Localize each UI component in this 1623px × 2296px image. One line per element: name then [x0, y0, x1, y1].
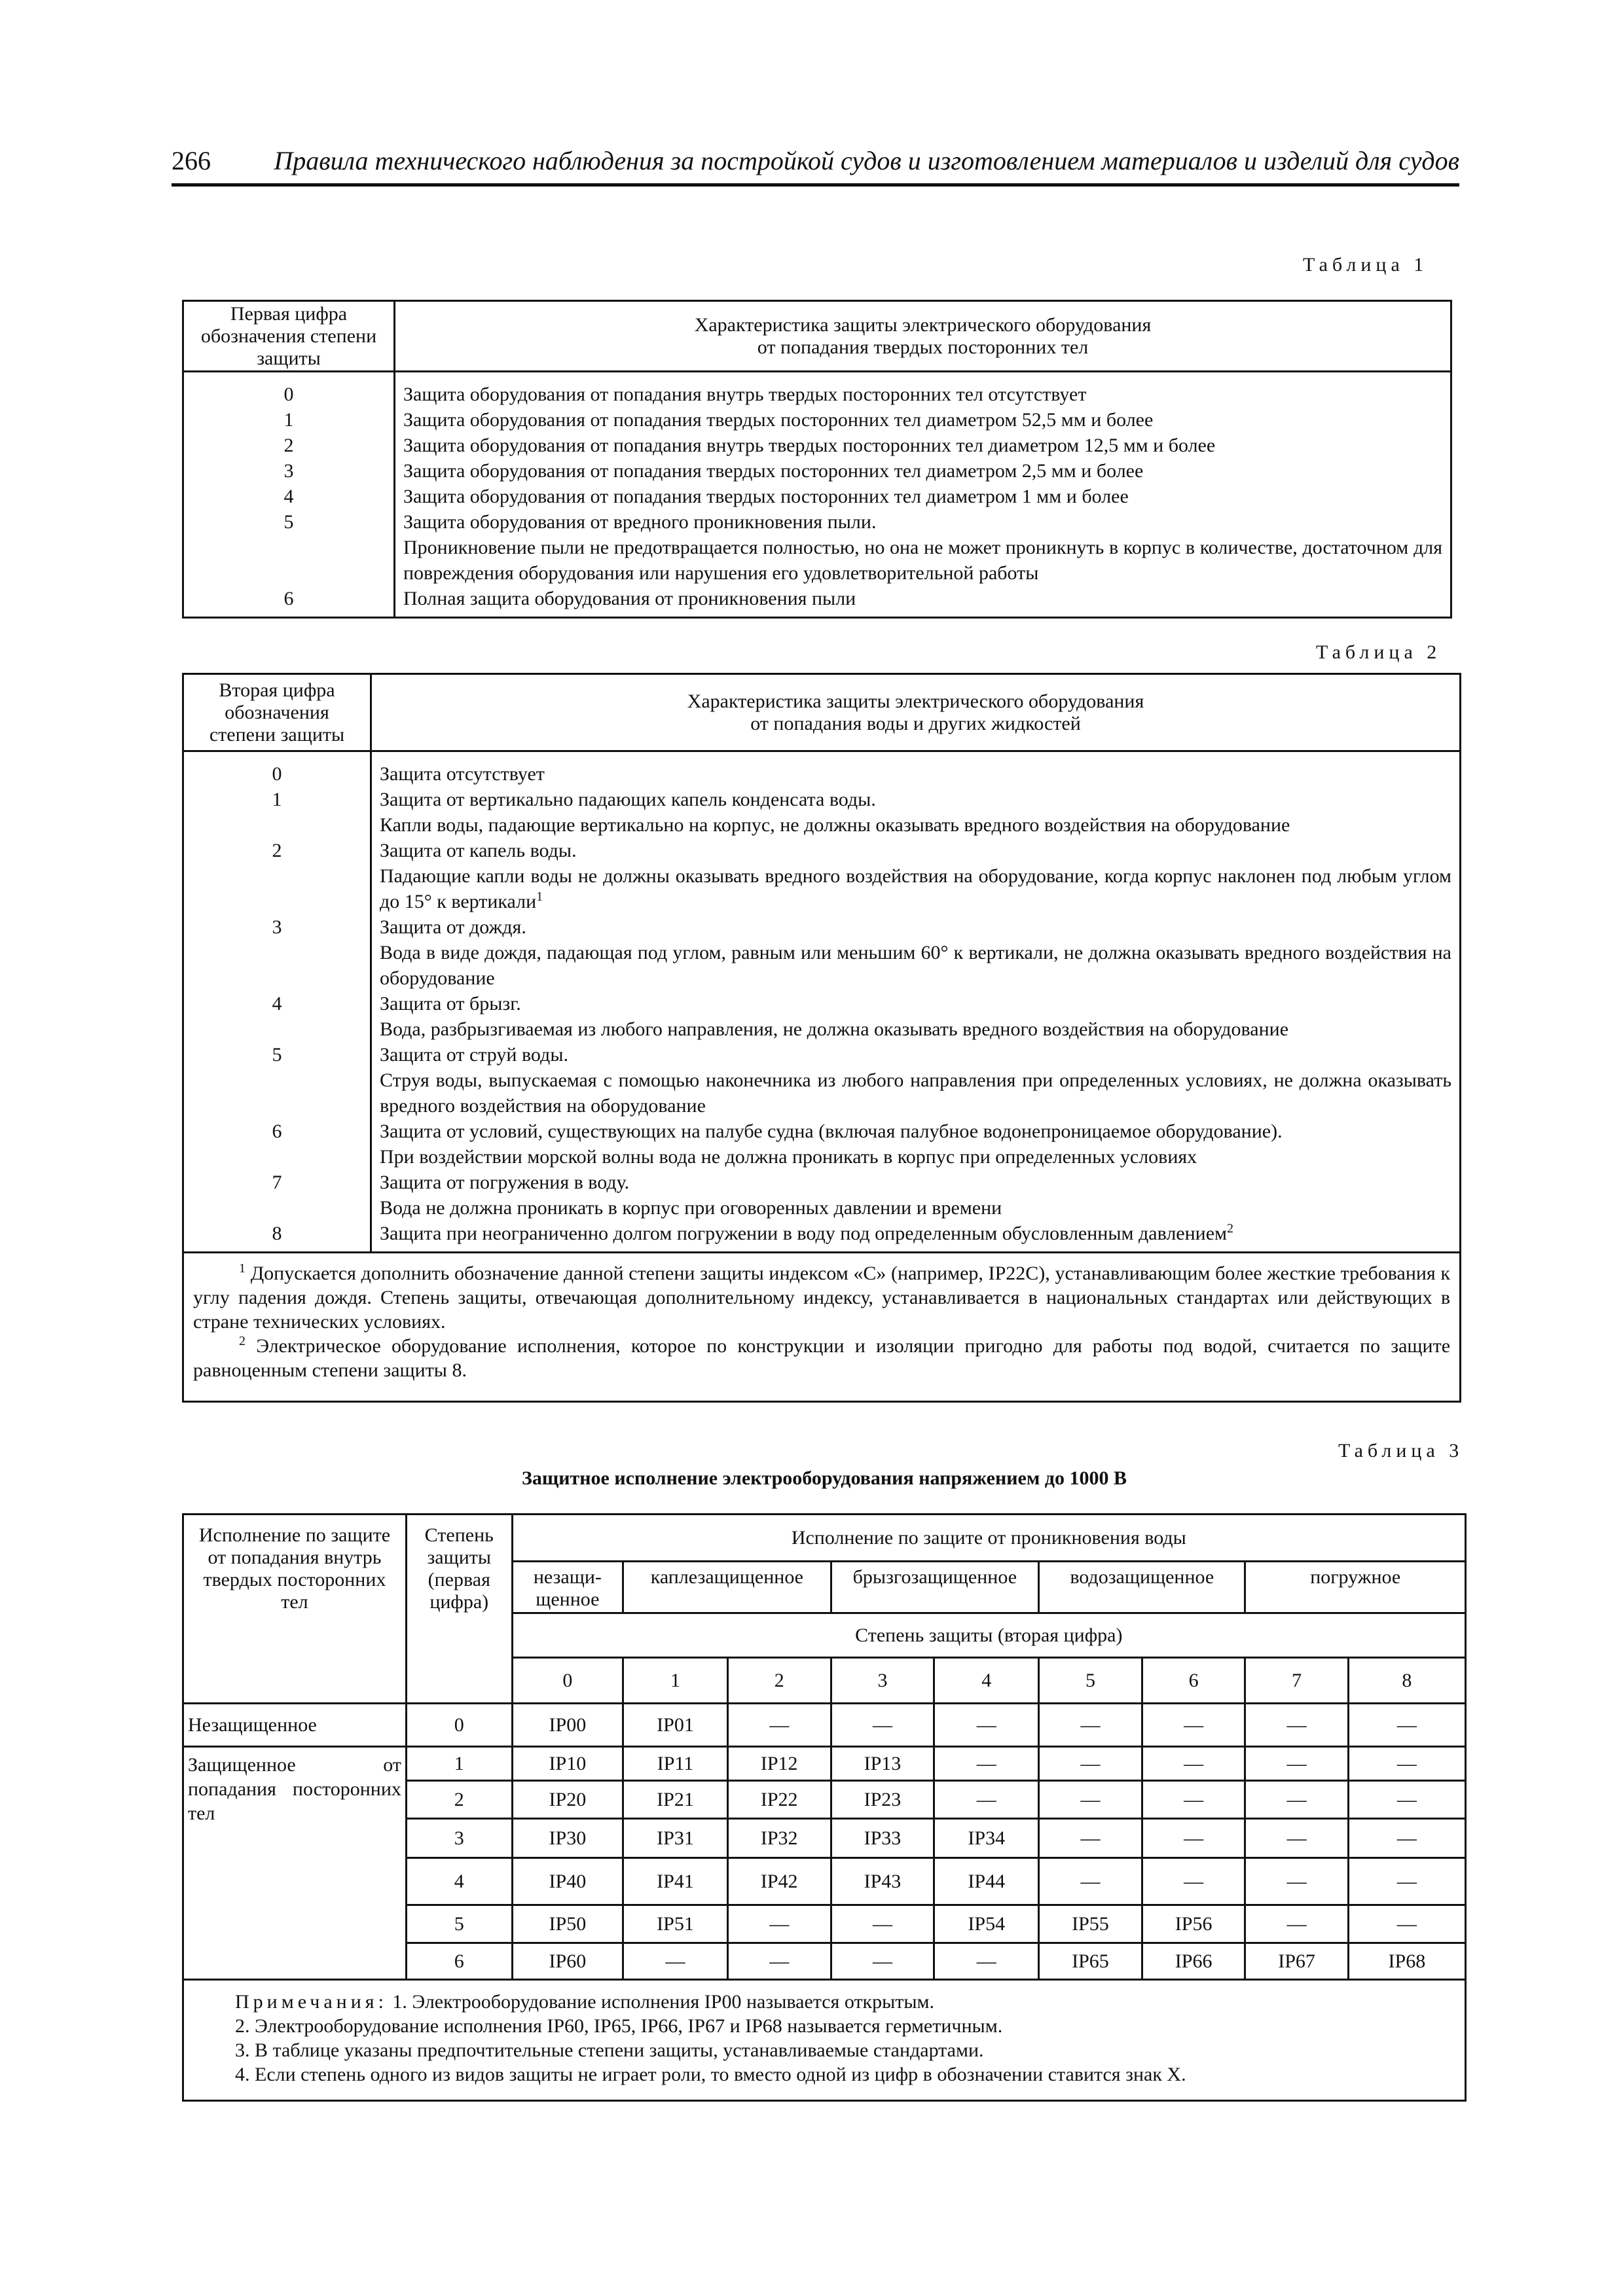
table3-cell: IP54 — [934, 1905, 1039, 1943]
table3-cell: — — [1039, 1781, 1142, 1819]
note-4: 4. Если степень одного из видов защиты не играет роли, то вместо одной из цифр в обозначении ставится знак Х. — [235, 2064, 1186, 2085]
table2-line-text: Падающие капли воды не должны оказывать вредного воздействия на оборудование, когда корпус наклонен под любым углом до 15° к вертикали — [380, 865, 1451, 912]
note-2: 2. Электрооборудование исполнения IP60, IP65, IP66, IP67 и IP68 называется герметичным. — [235, 2015, 1003, 2037]
notes-label: Примечания: — [235, 1991, 388, 2013]
table2-line: Вода, разбрызгиваемая из любого направления, не должна оказывать вредного воздействия на оборудование — [380, 1018, 1289, 1040]
running-title: Правила технического наблюдения за постройкой судов и изготовлением материалов и изделий для судов — [274, 146, 1459, 175]
table3-first-digit: 1 — [406, 1747, 512, 1781]
table3-first-digit: 5 — [406, 1905, 512, 1943]
note-1 — [235, 1990, 1453, 2014]
table3-group-drip: каплезащищенное — [623, 1562, 831, 1613]
table3-digit: 7 — [1245, 1658, 1348, 1704]
table3-digit: 4 — [934, 1658, 1039, 1704]
table3-cell: — — [831, 1905, 934, 1943]
table1-head-col2-line1: Характеристика защиты электрического оборудования — [694, 314, 1152, 336]
table3-cell: IP12 — [727, 1747, 831, 1781]
footnote-2 — [193, 1334, 1450, 1382]
table3-cell: — — [1348, 1781, 1465, 1819]
table1-code: 6 — [283, 588, 294, 609]
table3-cell: IP23 — [831, 1781, 934, 1819]
table3-row-group: Защищенное от попадания посторонних тел — [183, 1747, 407, 1980]
table1-code: 2 — [283, 435, 294, 456]
table1-line: Проникновение пыли не предотвращается полностью, но она не может проникнуть в корпус в количестве, достаточном для повреждения оборудования или нарушения его удовлетворительной работы — [403, 537, 1442, 584]
table3-cell: IP55 — [1039, 1905, 1142, 1943]
table1-codes — [183, 372, 395, 618]
table3-cell: — — [1039, 1747, 1142, 1781]
table2-line: Защита от погружения в воду. — [380, 1172, 630, 1193]
table3-cell: — — [1245, 1905, 1348, 1943]
table3-first-digit: 4 — [406, 1858, 512, 1905]
table2-codes — [183, 751, 371, 1253]
table3-cell: IP66 — [1142, 1943, 1245, 1980]
footnote-1 — [193, 1261, 1450, 1334]
table3-cell: IP10 — [512, 1747, 623, 1781]
table2-line: Капли воды, падающие вертикально на корпус, не должны оказывать вредного воздействия на оборудование — [380, 814, 1290, 836]
table3-cell: — — [1348, 1819, 1465, 1858]
table3-cell: — — [934, 1781, 1039, 1819]
table3 — [182, 1513, 1467, 2102]
table1-head-col1: Первая цифра обозначения степени защиты — [183, 301, 395, 372]
page-header — [172, 143, 1459, 187]
table3-cell: — — [934, 1747, 1039, 1781]
table1-descriptions — [395, 372, 1451, 618]
table3-cell: — — [623, 1943, 728, 1980]
table2-code: 6 — [272, 1121, 282, 1142]
table3-digit: 3 — [831, 1658, 934, 1704]
table3-cell: IP33 — [831, 1819, 934, 1858]
table3-cell: — — [1142, 1747, 1245, 1781]
table3-cell: IP11 — [623, 1747, 728, 1781]
table3-cell: — — [1348, 1704, 1465, 1747]
table3-cell: — — [1142, 1858, 1245, 1905]
table3-group-immersion: погружное — [1245, 1562, 1466, 1613]
table1 — [182, 300, 1452, 619]
table2-caption: Таблица 2 — [1316, 641, 1442, 663]
table2-code: 5 — [272, 1044, 282, 1066]
table2-code: 3 — [272, 916, 282, 938]
table3-digit: 0 — [512, 1658, 623, 1704]
table3-cell: — — [1039, 1704, 1142, 1747]
table3-cell: IP22 — [727, 1781, 831, 1819]
table3-digit: 6 — [1142, 1658, 1245, 1704]
table3-cell: IP44 — [934, 1858, 1039, 1905]
table3-cell: IP68 — [1348, 1943, 1465, 1980]
table1-line: Защита оборудования от попадания внутрь твердых посторонних тел диаметром 12,5 мм и более — [403, 435, 1216, 456]
table3-head-col1: Исполнение по защите от попадания внутрь твердых посторонних тел — [183, 1515, 407, 1704]
table1-code: 1 — [283, 409, 294, 431]
table3-cell: — — [1245, 1819, 1348, 1858]
table3-cell: IP42 — [727, 1858, 831, 1905]
table3-cell: IP43 — [831, 1858, 934, 1905]
table3-head-col2: Степень защиты (первая цифра) — [406, 1515, 512, 1704]
table2-line: Вода не должна проникать в корпус при оговоренных давлении и времени — [380, 1197, 1002, 1219]
table3-digit: 8 — [1348, 1658, 1465, 1704]
table3-cell: — — [1142, 1704, 1245, 1747]
table3-cell: — — [1245, 1747, 1348, 1781]
table3-subtitle: Защитное исполнение электрооборудования напряжением до 1000 В — [522, 1467, 1127, 1489]
footnote-1-mark: 1 — [239, 1261, 246, 1276]
table3-cell: IP31 — [623, 1819, 728, 1858]
table2-code: 8 — [272, 1223, 282, 1244]
table3-digit: 2 — [727, 1658, 831, 1704]
table3-first-digit: 3 — [406, 1819, 512, 1858]
table3-cell: — — [1142, 1781, 1245, 1819]
table3-cell: IP51 — [623, 1905, 728, 1943]
table1-code: 0 — [283, 384, 294, 405]
table3-cell: — — [831, 1704, 934, 1747]
table3-cell: IP60 — [512, 1943, 623, 1980]
table3-cell: — — [1039, 1858, 1142, 1905]
table3-head-water: Исполнение по защите от проникновения воды — [512, 1515, 1465, 1562]
table1-line: Защита оборудования от попадания внутрь твердых посторонних тел отсутствует — [403, 384, 1087, 405]
table2-line: При воздействии морской волны вода не должна проникать в корпус при определенных условиях — [380, 1146, 1197, 1168]
note-3: 3. В таблице указаны предпочтительные степени защиты, устанавливаемые стандартами. — [235, 2039, 984, 2061]
table3-cell: IP67 — [1245, 1943, 1348, 1980]
table1-line: Полная защита оборудования от проникновения пыли — [403, 588, 856, 609]
table2-line — [380, 863, 1451, 914]
table2-head-col2-line1: Характеристика защиты электрического оборудования — [687, 690, 1144, 712]
footnote-1-text: Допускается дополнить обозначение данной степени защиты индексом «С» (например, IP22C), устанавливающим более жесткие требования к углу падения дождя. Степень защиты, отвечающая дополнительному индексу, устанавливается в национальных стандартах или действующих в стране технических условиях. — [193, 1263, 1450, 1333]
table2-head-col1: Вторая цифра обозначения степени защиты — [183, 674, 371, 751]
table3-cell: — — [727, 1943, 831, 1980]
table3-cell: — — [831, 1943, 934, 1980]
table2-code: 2 — [272, 840, 282, 861]
table2-line: Струя воды, выпускаемая с помощью наконечника из любого направления при определенных условиях, не должна оказывать вредного воздействия на оборудование — [380, 1069, 1451, 1117]
table3-cell: IP40 — [512, 1858, 623, 1905]
note-text: 1. Электрооборудование исполнения IP00 называется открытым. — [392, 1991, 935, 2013]
table1-code: 4 — [283, 486, 294, 507]
table3-second-digit-label: Степень защиты (вторая цифра) — [512, 1613, 1465, 1658]
table3-cell: IP01 — [623, 1704, 728, 1747]
table3-row — [183, 1747, 1466, 1781]
table3-digit: 1 — [623, 1658, 728, 1704]
table3-cell: IP56 — [1142, 1905, 1245, 1943]
table3-cell: — — [1245, 1858, 1348, 1905]
table1-head-col2-line2: от попадания твердых посторонних тел — [757, 336, 1089, 358]
table2-code: 1 — [272, 789, 282, 810]
table3-cell: IP50 — [512, 1905, 623, 1943]
table2-line: Защита от струй воды. — [380, 1044, 568, 1066]
table1-line: Защита оборудования от попадания твердых посторонних тел диаметром 2,5 мм и более — [403, 460, 1144, 482]
table3-cell: IP13 — [831, 1747, 934, 1781]
table2-line: Защита отсутствует — [380, 763, 545, 785]
table2-line: Защита от дождя. — [380, 916, 526, 938]
table3-first-digit: 2 — [406, 1781, 512, 1819]
table3-caption: Таблица 3 — [1338, 1440, 1464, 1462]
table2-descriptions — [371, 751, 1461, 1253]
table3-notes — [183, 1980, 1466, 2101]
table2 — [182, 673, 1461, 1403]
table2-code: 4 — [272, 993, 282, 1014]
table3-row-group: Незащищенное — [183, 1704, 407, 1747]
footnote-2-mark: 2 — [239, 1334, 246, 1348]
table1-line: Защита оборудования от попадания твердых посторонних тел диаметром 52,5 мм и более — [403, 409, 1154, 431]
table1-code: 5 — [283, 511, 294, 533]
table3-cell: IP65 — [1039, 1943, 1142, 1980]
table2-head-col2-line2: от попадания воды и других жидкостей — [750, 712, 1081, 734]
table3-cell: — — [727, 1905, 831, 1943]
table2-line — [380, 1221, 1451, 1246]
table3-cell: — — [1245, 1781, 1348, 1819]
footnote-2-text: Электрическое оборудование исполнения, которое по конструкции и изоляции пригодно для работы под водой, считается по защите равноценным степени защиты 8. — [193, 1335, 1451, 1381]
footnote-ref-1: 1 — [536, 889, 543, 904]
table3-cell: IP41 — [623, 1858, 728, 1905]
table3-cell: — — [1142, 1819, 1245, 1858]
table3-group-unprotected: незащи-щенное — [512, 1562, 623, 1613]
table1-head-col2 — [395, 301, 1451, 372]
table2-line: Вода в виде дождя, падающая под углом, равным или меньшим 60° к вертикали, не должна оказывать вредного воздействия на оборудование — [380, 942, 1451, 989]
table3-cell: IP21 — [623, 1781, 728, 1819]
table3-first-digit: 6 — [406, 1943, 512, 1980]
table3-cell: IP20 — [512, 1781, 623, 1819]
table3-cell: IP30 — [512, 1819, 623, 1858]
table3-cell: IP32 — [727, 1819, 831, 1858]
table3-cell: — — [934, 1704, 1039, 1747]
table2-line: Защита от капель воды. — [380, 840, 577, 861]
table2-line: Защита от вертикально падающих капель конденсата воды. — [380, 789, 876, 810]
table2-code: 0 — [272, 763, 282, 785]
table2-head-col2 — [371, 674, 1461, 751]
footnote-ref-2: 2 — [1227, 1221, 1234, 1236]
table3-cell: IP00 — [512, 1704, 623, 1747]
table2-footnotes — [183, 1253, 1461, 1402]
table3-row — [183, 1704, 1466, 1747]
table3-cell: — — [1245, 1704, 1348, 1747]
table3-group-splash: брызгозащищенное — [831, 1562, 1039, 1613]
table2-line: Защита от условий, существующих на палубе судна (включая палубное водонепроницаемое оборудование). — [380, 1121, 1283, 1142]
page-number: 266 — [172, 146, 211, 175]
table3-cell: — — [1348, 1905, 1465, 1943]
table2-code: 7 — [272, 1172, 282, 1193]
table2-line-text: Защита при неограниченно долгом погружении в воду под определенным обусловленным давлением — [380, 1223, 1228, 1244]
table2-line: Защита от брызг. — [380, 993, 521, 1014]
table3-cell: — — [727, 1704, 831, 1747]
table3-digit: 5 — [1039, 1658, 1142, 1704]
table1-caption: Таблица 1 — [1303, 254, 1429, 276]
table3-cell: — — [1348, 1747, 1465, 1781]
table3-first-digit: 0 — [406, 1704, 512, 1747]
table1-line: Защита оборудования от вредного проникновения пыли. — [403, 511, 877, 533]
table3-cell: — — [1039, 1819, 1142, 1858]
table3-cell: IP34 — [934, 1819, 1039, 1858]
table1-code: 3 — [283, 460, 294, 482]
table3-cell: — — [934, 1943, 1039, 1980]
table3-cell: — — [1348, 1858, 1465, 1905]
table3-group-water: водозащищенное — [1039, 1562, 1245, 1613]
table1-line: Защита оборудования от попадания твердых посторонних тел диаметром 1 мм и более — [403, 486, 1129, 507]
